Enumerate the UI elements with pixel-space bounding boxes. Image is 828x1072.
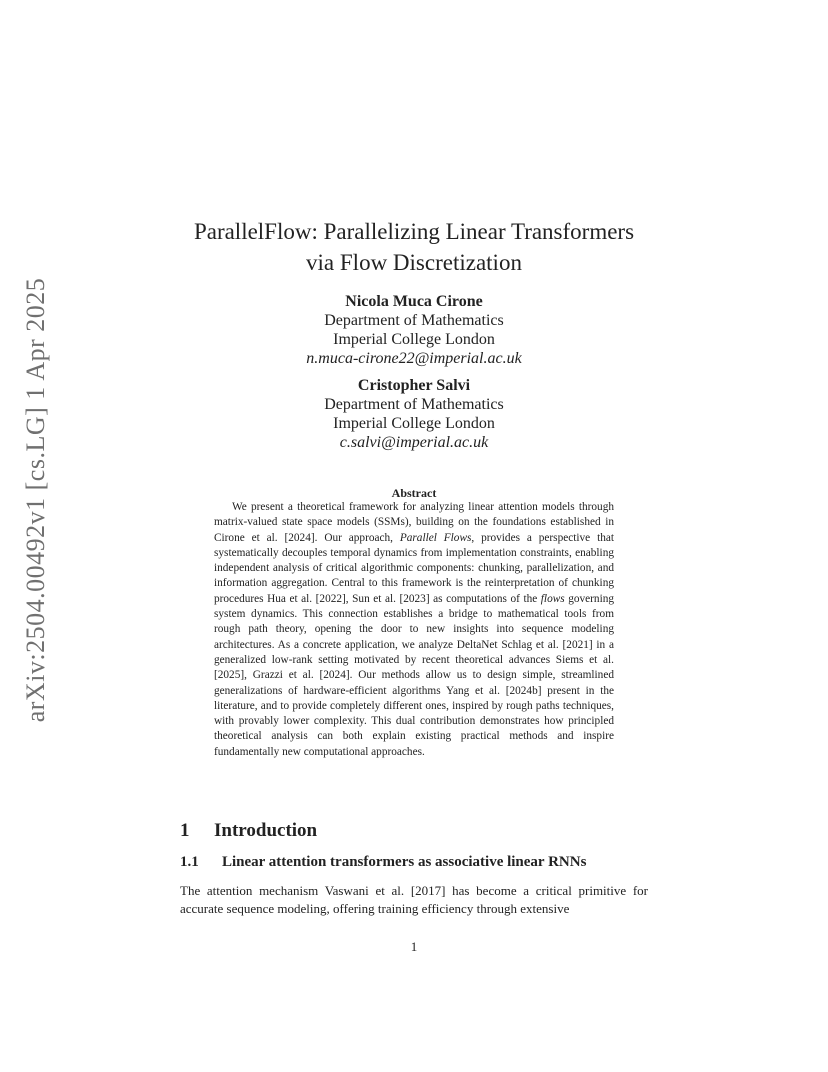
author-department: Department of Mathematics [324, 312, 504, 329]
author-name: Cristopher Salvi [357, 377, 471, 394]
abstract-part-3: governing system dynamics. This connection establishes a bridge to mathematical tools from rough path theory, opening the door to new insights into sequence modeling architectures. As a concrete application, we analyze DeltaNet Schlag et al. [2021] in a generalized low-rank setting motivated by recent theoretical advances Siems et al. [2025], Grazzi et al. [2024]. Our methods allow us to design simple, streamlined generalizations of hardware-efficient algorithms Yang et al. [2024b] present in the literature, and to provide completely different ones, inspired by rough paths techniques, with provably lower complexity. This dual contribution demonstrates how principled theoretical analysis can both explain existing practical methods and inspire fundamentally new computational approaches. [214, 592, 615, 758]
arxiv-sidebar [16, 270, 56, 730]
abstract-emphasis-2: flows [540, 592, 565, 605]
title-line-1: ParallelFlow: Parallelizing Linear Transformers [193, 219, 635, 244]
subsection-title: Linear attention transformers as associative linear RNNs [222, 854, 587, 870]
abstract-part-2: , provides a perspective that systematically decouples temporal dynamics from implementation constraints, enabling independent analysis of critical algorithmic components: chunking, parallelization, and information aggregation. Central to this framework is the reinterpretation of chunking procedures Hua et al. [2022], Sun et al. [2023] as computations of the [214, 531, 615, 605]
abstract-emphasis-1: Parallel Flows [399, 531, 472, 544]
title-line-2: via Flow Discretization [306, 250, 522, 275]
section-number: 1 [180, 820, 190, 841]
intro-paragraph: The attention mechanism Vaswani et al. [2017] has become a critical primitive for accurate sequence modeling, offering training efficiency through extensive [180, 883, 648, 916]
paper-title [150, 216, 678, 278]
abstract-text [214, 500, 614, 760]
section-heading [180, 820, 317, 842]
author-1 [200, 292, 628, 368]
author-2 [200, 376, 628, 452]
section-title: Introduction [214, 820, 318, 841]
abstract-part-1: We present a theoretical framework for analyzing linear attention models through matrix-valued state space models (SSMs), building on the foundations established in Cirone et al. [2024]. Our approach, [214, 501, 614, 544]
author-department: Department of Mathematics [324, 396, 504, 413]
page-number: 1 [410, 939, 418, 954]
author-email: n.muca-cirone22@imperial.ac.uk [306, 350, 522, 367]
arxiv-identifier: arXiv:2504.00492v1 [cs.LG] 1 Apr 2025 [21, 277, 50, 723]
author-institution: Imperial College London [333, 331, 495, 348]
author-name: Nicola Muca Cirone [345, 293, 483, 310]
subsection-heading [180, 854, 586, 871]
author-institution: Imperial College London [333, 415, 495, 432]
author-email: c.salvi@imperial.ac.uk [339, 434, 489, 451]
author-block [200, 292, 628, 460]
abstract-heading: Abstract [391, 486, 437, 500]
subsection-number: 1.1 [180, 854, 199, 870]
